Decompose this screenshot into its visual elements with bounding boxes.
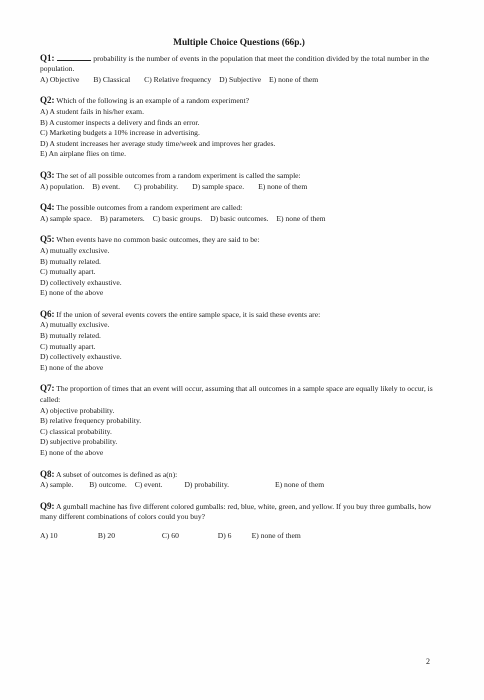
question-8-options xyxy=(40,480,438,491)
option: B) outcome. xyxy=(89,480,127,490)
option: E) none of the above xyxy=(40,362,104,372)
question-6 xyxy=(40,309,438,374)
question-1-options xyxy=(40,75,438,86)
page-title: Multiple Choice Questions (66p.) xyxy=(173,38,305,48)
option: A) A student fails in his/her exam. xyxy=(40,106,144,116)
option: B) mutually related. xyxy=(40,331,101,341)
option: A) sample. xyxy=(40,480,74,490)
option: D) collectively exhaustive. xyxy=(40,352,122,362)
question-5-stem xyxy=(40,234,438,246)
question-1-text: probability is the number of events in the population that meet the condition divided by the total number in the population. xyxy=(40,53,430,74)
question-7-number: Q7: xyxy=(40,383,55,394)
option: C) Marketing budgets a 10% increase in advertising. xyxy=(40,128,200,138)
option: D) collectively exhaustive. xyxy=(40,277,122,287)
option: C) classical probability. xyxy=(40,426,112,436)
option: E) none of them xyxy=(274,480,325,490)
question-2-options xyxy=(40,107,438,160)
option: A) objective probability. xyxy=(40,405,115,415)
question-3-text: The set of all possible outcomes from a random experiment is called the sample: xyxy=(54,170,301,180)
question-6-options xyxy=(40,320,438,373)
question-3 xyxy=(40,170,438,192)
question-9-text: A gumball machine has five different colored gumballs: red, blue, white, green, and yellow. If you buy three gumballs, how many different combinations of colors could you buy? xyxy=(40,501,432,522)
question-3-options xyxy=(40,182,438,193)
option: A) mutually exclusive. xyxy=(40,320,110,330)
question-4-stem xyxy=(40,202,438,214)
page-number: 2 xyxy=(426,657,430,666)
option: D) sample space. xyxy=(192,181,245,191)
option: C) mutually apart. xyxy=(40,267,96,277)
question-5-options xyxy=(40,246,438,299)
option: E) none of them xyxy=(269,74,319,84)
option: E) none of them xyxy=(251,530,301,540)
option: D) Subjective xyxy=(219,74,262,84)
option: A) Objective xyxy=(40,74,80,84)
question-1-number: Q1: xyxy=(40,52,55,63)
question-4-number: Q4: xyxy=(40,202,55,213)
option: B) event. xyxy=(92,181,121,191)
option: E) none of them xyxy=(276,213,326,223)
question-8-stem xyxy=(40,469,438,481)
question-9-number: Q9: xyxy=(40,500,55,511)
option: A) population. xyxy=(40,181,85,191)
option: D) 6 xyxy=(217,530,232,540)
question-2-number: Q2: xyxy=(40,95,55,106)
question-2 xyxy=(40,95,438,160)
option: B) mutually related. xyxy=(40,256,101,266)
question-4-text: The possible outcomes from a random experiment are called: xyxy=(54,203,243,213)
option: B) relative frequency probability. xyxy=(40,416,142,426)
question-5-text: When events have no common basic outcomes, they are said to be: xyxy=(54,235,260,245)
question-4 xyxy=(40,202,438,224)
question-8 xyxy=(40,469,438,491)
option: B) Classical xyxy=(93,74,131,84)
question-3-stem xyxy=(40,170,438,182)
question-7-text: The proportion of times that an event will occur, assuming that all outcomes in a sample space are equally likely to occur, is called: xyxy=(40,384,433,405)
option: D) basic outcomes. xyxy=(210,213,269,223)
question-8-text: A subset of outcomes is defined as a(n): xyxy=(54,469,178,479)
option: A) sample space. xyxy=(40,213,93,223)
question-5 xyxy=(40,234,438,299)
question-7-options xyxy=(40,406,438,459)
option: A) mutually exclusive. xyxy=(40,245,110,255)
option: C) probability. xyxy=(133,181,179,191)
option: B) A customer inspects a delivery and finds an error. xyxy=(40,117,200,127)
option: C) Relative frequency xyxy=(144,74,212,84)
question-6-number: Q6: xyxy=(40,308,55,319)
question-7 xyxy=(40,383,438,458)
question-6-text: If the union of several events covers the entire sample space, it is said these events are: xyxy=(54,309,321,319)
option: C) 60 xyxy=(161,530,179,540)
question-3-number: Q3: xyxy=(40,169,55,180)
question-6-stem xyxy=(40,309,438,321)
question-1-blank xyxy=(57,53,91,61)
option: D) A student increases her average study time/week and improves her grades. xyxy=(40,138,276,148)
option: E) none of the above xyxy=(40,288,104,298)
option: C) event. xyxy=(134,480,163,490)
question-9 xyxy=(40,501,438,542)
option: C) mutually apart. xyxy=(40,341,96,351)
question-9-options xyxy=(40,531,438,542)
option: E) none of the above xyxy=(40,448,104,457)
question-7-stem xyxy=(40,383,438,405)
question-1-stem xyxy=(40,53,438,75)
option: B) parameters. xyxy=(100,213,145,223)
option: A) 10 xyxy=(40,530,58,540)
question-4-options xyxy=(40,214,438,225)
option: B) 20 xyxy=(97,530,115,540)
question-5-number: Q5: xyxy=(40,234,55,245)
question-9-stem xyxy=(40,501,438,523)
option: E) none of them xyxy=(258,181,308,191)
option: D) probability. xyxy=(184,480,230,490)
question-2-stem xyxy=(40,95,438,107)
question-8-number: Q8: xyxy=(40,468,55,479)
document-page xyxy=(40,38,438,552)
option: C) basic groups. xyxy=(152,213,203,223)
option: E) An airplane flies on time. xyxy=(40,149,127,159)
question-1 xyxy=(40,53,438,86)
question-2-text: Which of the following is an example of a random experiment? xyxy=(54,96,249,106)
option: D) subjective probability. xyxy=(40,437,118,447)
